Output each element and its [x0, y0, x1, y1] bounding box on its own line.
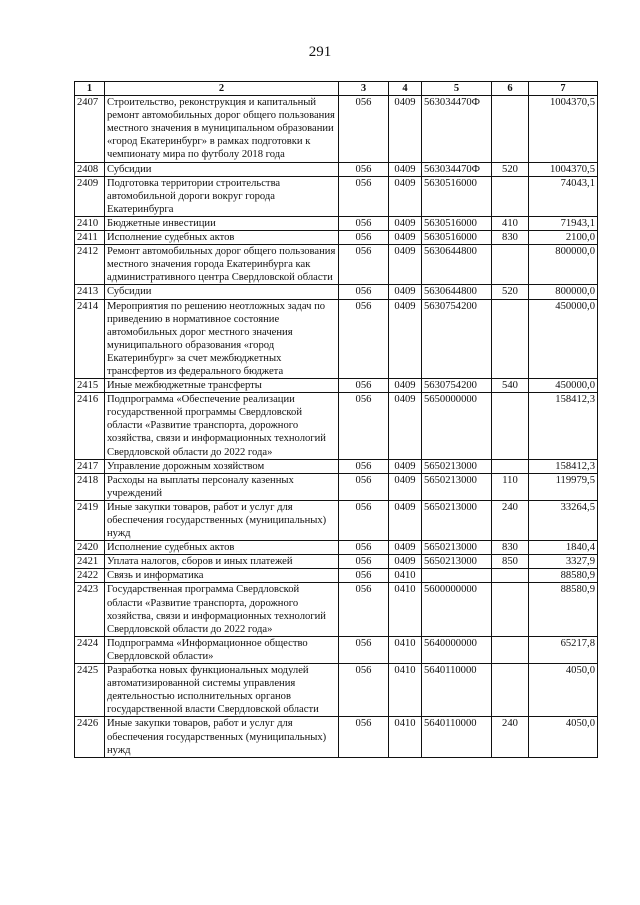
row-section: 0410	[389, 636, 422, 663]
row-code: 056	[339, 231, 389, 245]
row-target: 5650213000	[422, 555, 492, 569]
row-sum: 88580,9	[529, 583, 598, 636]
table-row	[75, 717, 598, 757]
table-row	[75, 245, 598, 285]
row-number: 2426	[75, 717, 105, 757]
row-expense-type	[492, 245, 529, 285]
row-number: 2407	[75, 96, 105, 162]
row-target: 5630754200	[422, 299, 492, 379]
row-target: 5640110000	[422, 717, 492, 757]
header-col-7: 7	[529, 82, 598, 96]
header-col-4: 4	[389, 82, 422, 96]
row-name: Подготовка территории строительства автомобильной дороги вокруг города Екатеринбурга	[105, 176, 339, 216]
row-expense-type	[492, 299, 529, 379]
row-number: 2411	[75, 231, 105, 245]
table-row	[75, 541, 598, 555]
row-section: 0409	[389, 245, 422, 285]
table-row	[75, 162, 598, 176]
row-section: 0409	[389, 379, 422, 393]
row-number: 2417	[75, 459, 105, 473]
row-expense-type	[492, 569, 529, 583]
row-target: 5650000000	[422, 393, 492, 459]
row-code: 056	[339, 636, 389, 663]
table-row	[75, 636, 598, 663]
row-code: 056	[339, 473, 389, 500]
row-name: Ремонт автомобильных дорог общего пользования местного значения города Екатеринбурга как административного центра Свердловской области	[105, 245, 339, 285]
row-code: 056	[339, 379, 389, 393]
row-sum: 74043,1	[529, 176, 598, 216]
row-name: Строительство, реконструкция и капитальный ремонт автомобильных дорог общего пользования местного значения в муниципальном образовании «город Екатеринбург» в рамках подготовки к чемпионату мира по футболу 2018 года	[105, 96, 339, 162]
row-section: 0409	[389, 285, 422, 299]
row-number: 2409	[75, 176, 105, 216]
row-number: 2408	[75, 162, 105, 176]
row-section: 0410	[389, 664, 422, 717]
row-code: 056	[339, 299, 389, 379]
row-code: 056	[339, 96, 389, 162]
header-col-3: 3	[339, 82, 389, 96]
row-sum: 2100,0	[529, 231, 598, 245]
row-expense-type	[492, 459, 529, 473]
row-number: 2419	[75, 500, 105, 540]
row-name: Иные закупки товаров, работ и услуг для обеспечения государственных (муниципальных) нужд	[105, 500, 339, 540]
table-row	[75, 216, 598, 230]
budget-table	[74, 81, 598, 758]
row-target	[422, 569, 492, 583]
row-target: 5650213000	[422, 473, 492, 500]
row-name: Бюджетные инвестиции	[105, 216, 339, 230]
header-col-5: 5	[422, 82, 492, 96]
row-expense-type: 240	[492, 717, 529, 757]
table-row	[75, 555, 598, 569]
row-number: 2418	[75, 473, 105, 500]
row-sum: 158412,3	[529, 393, 598, 459]
row-name: Разработка новых функциональных модулей автоматизированной системы управления деятельностью исполнительных органов государственной власти Свердловской области	[105, 664, 339, 717]
row-section: 0409	[389, 176, 422, 216]
row-section: 0409	[389, 393, 422, 459]
row-target: 5630516000	[422, 231, 492, 245]
row-expense-type: 520	[492, 285, 529, 299]
row-sum: 65217,8	[529, 636, 598, 663]
row-section: 0409	[389, 299, 422, 379]
row-expense-type: 830	[492, 231, 529, 245]
row-sum: 800000,0	[529, 245, 598, 285]
row-number: 2421	[75, 555, 105, 569]
row-code: 056	[339, 717, 389, 757]
row-section: 0410	[389, 717, 422, 757]
row-name: Государственная программа Свердловской области «Развитие транспорта, дорожного хозяйства, связи и информационных технологий Свердловской области до 2022 года»	[105, 583, 339, 636]
row-code: 056	[339, 176, 389, 216]
row-expense-type: 830	[492, 541, 529, 555]
row-sum: 1004370,5	[529, 96, 598, 162]
row-expense-type	[492, 664, 529, 717]
row-code: 056	[339, 583, 389, 636]
row-code: 056	[339, 459, 389, 473]
row-code: 056	[339, 664, 389, 717]
row-name: Субсидии	[105, 162, 339, 176]
row-target: 5630516000	[422, 216, 492, 230]
row-section: 0409	[389, 459, 422, 473]
table-row	[75, 231, 598, 245]
row-sum: 800000,0	[529, 285, 598, 299]
row-sum: 33264,5	[529, 500, 598, 540]
table-row	[75, 500, 598, 540]
row-section: 0410	[389, 583, 422, 636]
row-number: 2424	[75, 636, 105, 663]
row-expense-type: 540	[492, 379, 529, 393]
row-sum: 3327,9	[529, 555, 598, 569]
row-section: 0409	[389, 162, 422, 176]
row-number: 2416	[75, 393, 105, 459]
row-code: 056	[339, 555, 389, 569]
row-sum: 88580,9	[529, 569, 598, 583]
row-section: 0409	[389, 96, 422, 162]
row-expense-type: 110	[492, 473, 529, 500]
table-row	[75, 569, 598, 583]
row-number: 2412	[75, 245, 105, 285]
row-name: Иные закупки товаров, работ и услуг для обеспечения государственных (муниципальных) нужд	[105, 717, 339, 757]
row-sum: 450000,0	[529, 379, 598, 393]
row-code: 056	[339, 245, 389, 285]
row-expense-type: 410	[492, 216, 529, 230]
row-sum: 4050,0	[529, 717, 598, 757]
row-number: 2425	[75, 664, 105, 717]
row-name: Мероприятия по решению неотложных задач по приведению в нормативное состояние автомобильных дорог местного значения муниципального образования «город Екатеринбург» за счет межбюджетных трансфертов из федерального бюджета	[105, 299, 339, 379]
row-sum: 1840,4	[529, 541, 598, 555]
table-row	[75, 299, 598, 379]
row-number: 2422	[75, 569, 105, 583]
row-target: 5630516000	[422, 176, 492, 216]
row-code: 056	[339, 569, 389, 583]
table-row	[75, 285, 598, 299]
table-row	[75, 459, 598, 473]
row-expense-type	[492, 583, 529, 636]
row-target: 5630754200	[422, 379, 492, 393]
row-target: 5650213000	[422, 500, 492, 540]
row-number: 2415	[75, 379, 105, 393]
row-sum: 4050,0	[529, 664, 598, 717]
row-name: Субсидии	[105, 285, 339, 299]
row-section: 0410	[389, 569, 422, 583]
row-number: 2410	[75, 216, 105, 230]
row-target: 563034470Ф	[422, 162, 492, 176]
table-row	[75, 393, 598, 459]
header-col-2: 2	[105, 82, 339, 96]
row-number: 2420	[75, 541, 105, 555]
row-name: Расходы на выплаты персоналу казенных учреждений	[105, 473, 339, 500]
row-name: Управление дорожным хозяйством	[105, 459, 339, 473]
table-body	[75, 96, 598, 758]
row-expense-type	[492, 636, 529, 663]
row-number: 2423	[75, 583, 105, 636]
row-section: 0409	[389, 541, 422, 555]
row-expense-type	[492, 176, 529, 216]
table-row	[75, 379, 598, 393]
row-target: 563034470Ф	[422, 96, 492, 162]
page-number: 291	[308, 44, 332, 60]
row-code: 056	[339, 541, 389, 555]
row-name: Связь и информатика	[105, 569, 339, 583]
row-section: 0409	[389, 473, 422, 500]
row-name: Подпрограмма «Информационное общество Свердловской области»	[105, 636, 339, 663]
row-expense-type: 240	[492, 500, 529, 540]
row-code: 056	[339, 285, 389, 299]
row-number: 2413	[75, 285, 105, 299]
row-code: 056	[339, 216, 389, 230]
row-expense-type	[492, 96, 529, 162]
row-target: 5630644800	[422, 245, 492, 285]
table-row	[75, 583, 598, 636]
row-name: Уплата налогов, сборов и иных платежей	[105, 555, 339, 569]
row-expense-type: 520	[492, 162, 529, 176]
row-name: Иные межбюджетные трансферты	[105, 379, 339, 393]
row-name: Исполнение судебных актов	[105, 231, 339, 245]
row-sum: 158412,3	[529, 459, 598, 473]
row-expense-type: 850	[492, 555, 529, 569]
row-sum: 71943,1	[529, 216, 598, 230]
row-sum: 1004370,5	[529, 162, 598, 176]
row-target: 5630644800	[422, 285, 492, 299]
row-section: 0409	[389, 216, 422, 230]
row-code: 056	[339, 393, 389, 459]
row-section: 0409	[389, 500, 422, 540]
table-row	[75, 473, 598, 500]
row-name: Подпрограмма «Обеспечение реализации государственной программы Свердловской области «Развитие транспорта, дорожного хозяйства, связи и информационных технологий Свердловской области до 2022 года»	[105, 393, 339, 459]
row-sum: 450000,0	[529, 299, 598, 379]
row-section: 0409	[389, 231, 422, 245]
row-name: Исполнение судебных актов	[105, 541, 339, 555]
header-col-1: 1	[75, 82, 105, 96]
row-target: 5640000000	[422, 636, 492, 663]
row-expense-type	[492, 393, 529, 459]
header-row	[75, 82, 598, 96]
table-row	[75, 664, 598, 717]
row-target: 5650213000	[422, 541, 492, 555]
table-row	[75, 176, 598, 216]
row-code: 056	[339, 500, 389, 540]
table-row	[75, 96, 598, 162]
row-target: 5640110000	[422, 664, 492, 717]
row-section: 0409	[389, 555, 422, 569]
row-target: 5650213000	[422, 459, 492, 473]
row-number: 2414	[75, 299, 105, 379]
row-sum: 119979,5	[529, 473, 598, 500]
row-code: 056	[339, 162, 389, 176]
header-col-6: 6	[492, 82, 529, 96]
row-target: 5600000000	[422, 583, 492, 636]
